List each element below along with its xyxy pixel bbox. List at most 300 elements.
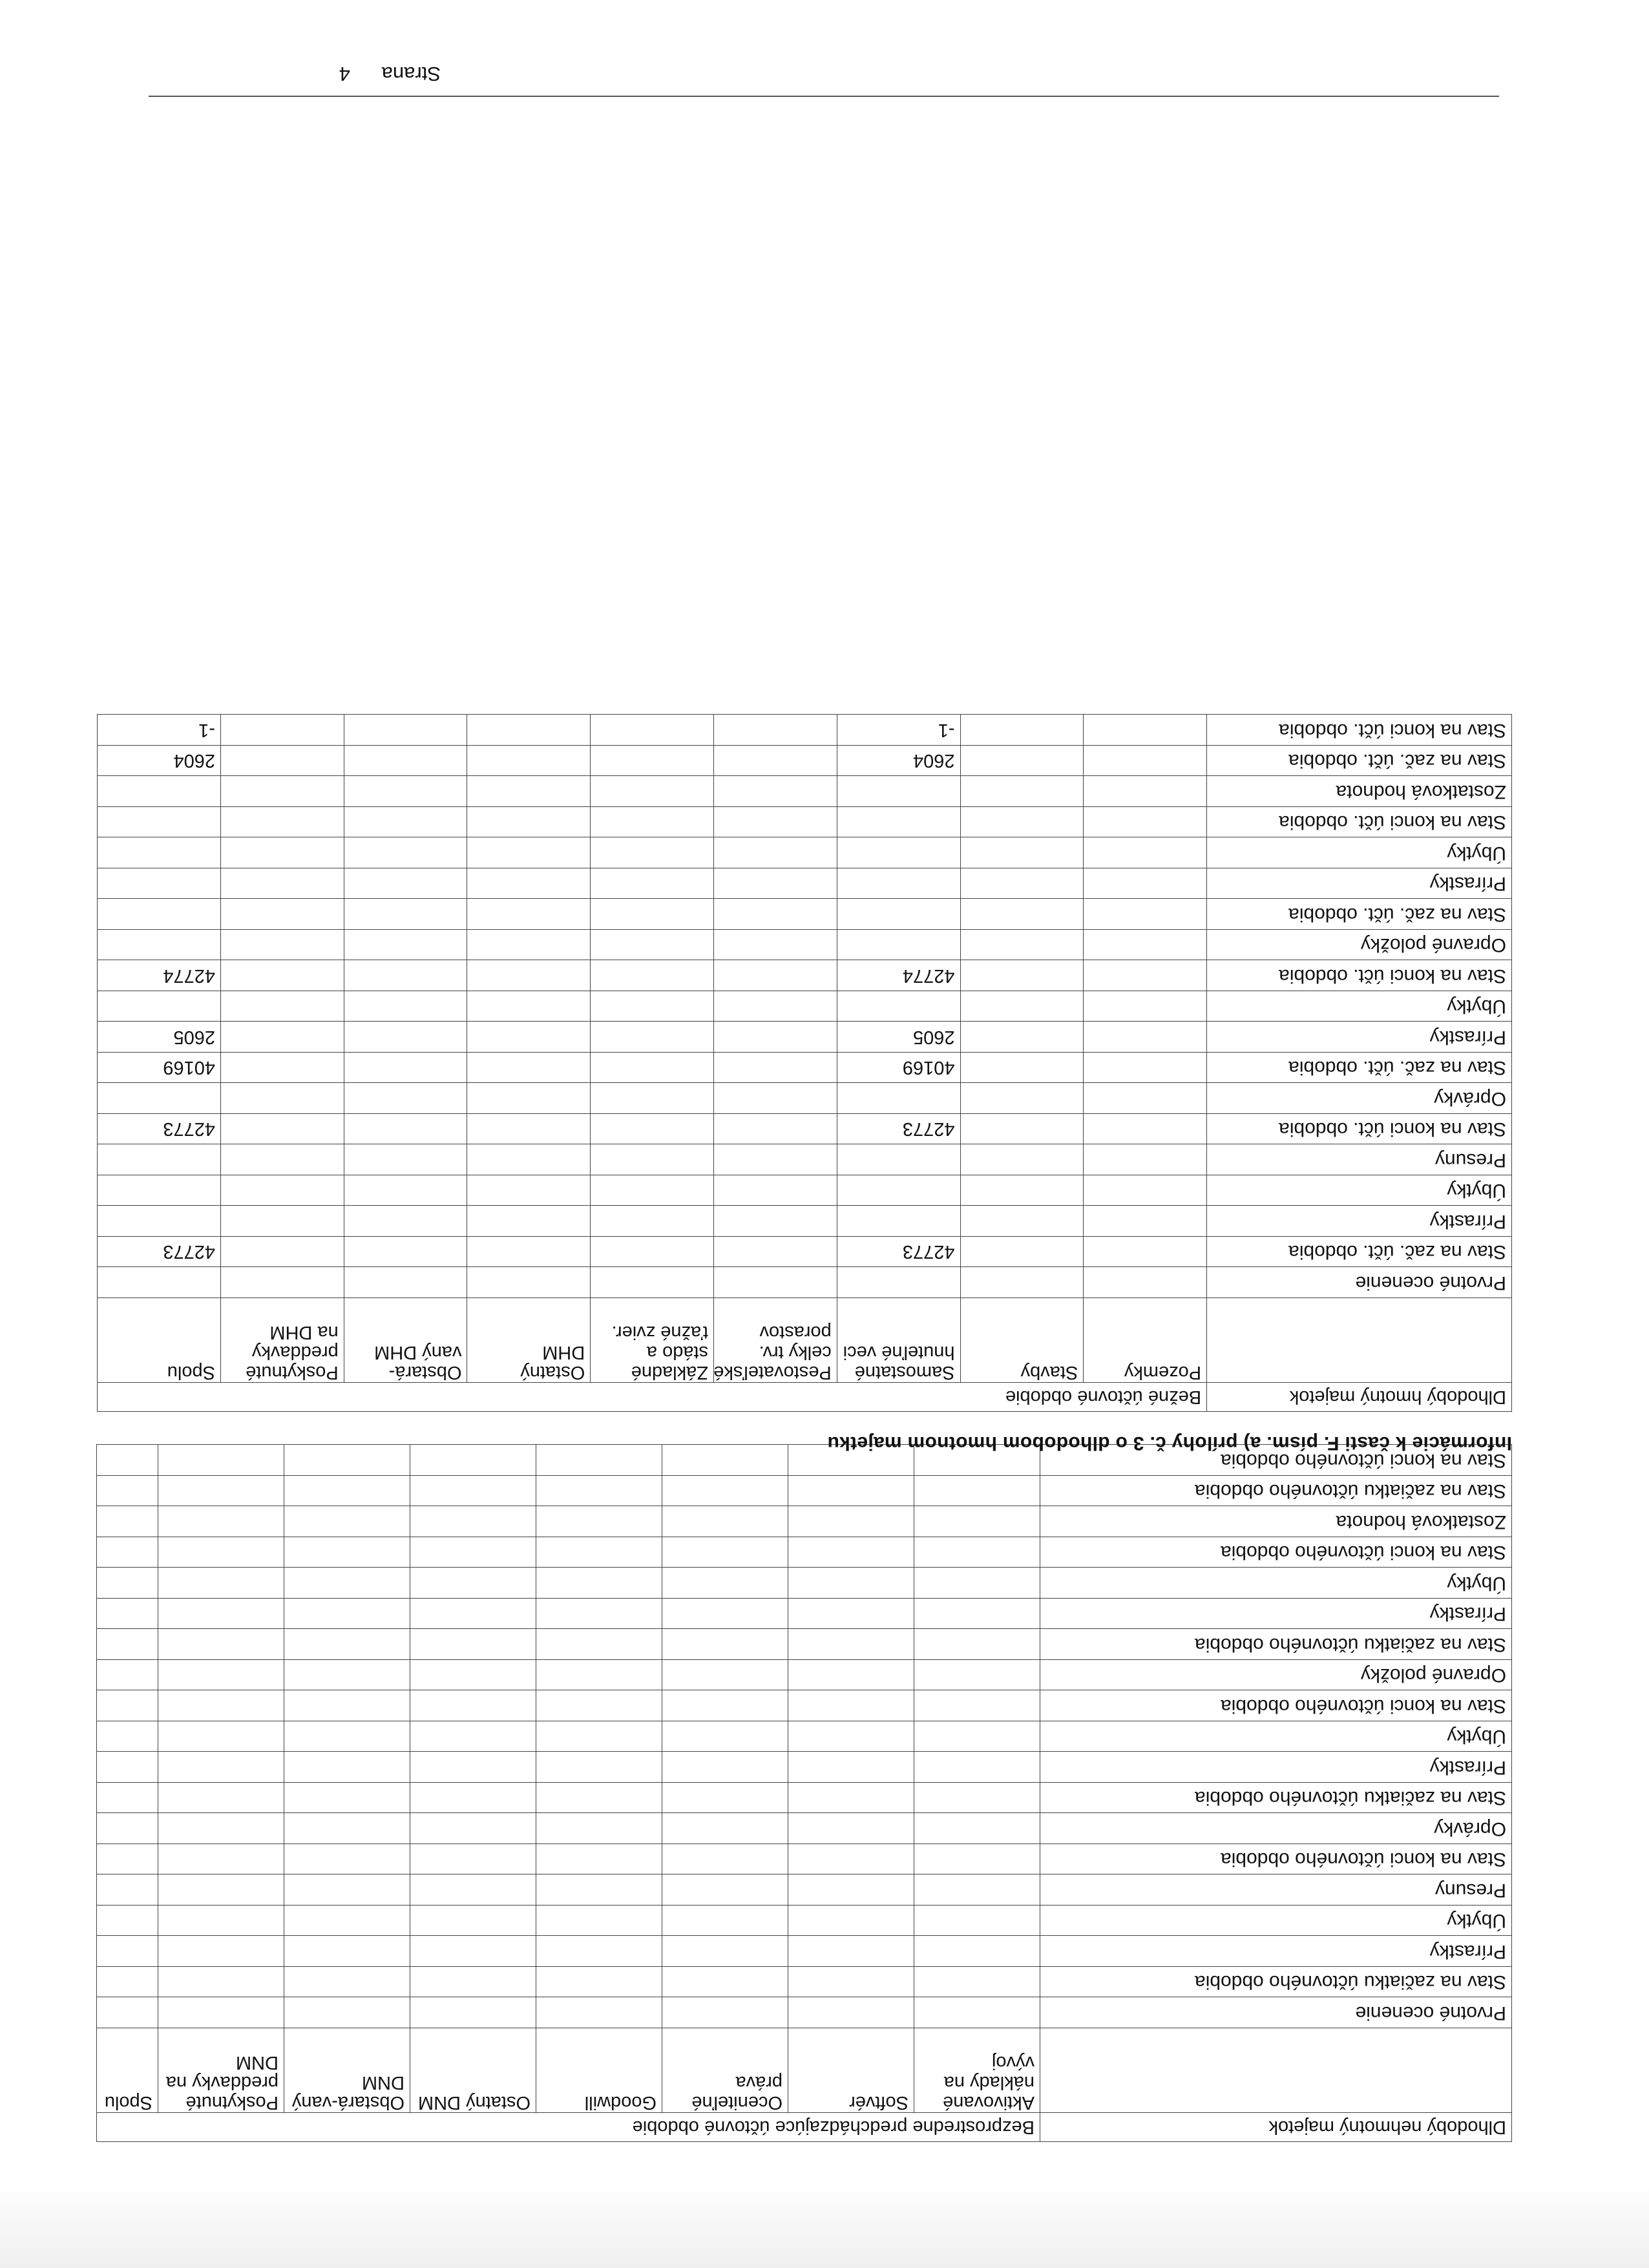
table-row [98, 1053, 1512, 1084]
table-cell [158, 1967, 284, 1998]
table-cell [410, 1690, 536, 1721]
table-cell [1084, 715, 1207, 746]
table-cell [410, 1783, 536, 1814]
row-label: Stav na konci účt. obdobia [1207, 807, 1512, 838]
table-row [98, 807, 1512, 838]
row-label: Úbytky [1207, 1175, 1512, 1206]
table-cell [914, 1844, 1040, 1875]
table-cell [960, 715, 1084, 746]
table-cell [158, 1690, 284, 1721]
table-cell [837, 1175, 960, 1206]
table-cell [591, 991, 714, 1022]
table-row [98, 1022, 1512, 1053]
table-cell [788, 1783, 914, 1814]
table-cell [344, 991, 467, 1022]
table-cell [220, 899, 344, 930]
table-cell: 42774 [98, 960, 221, 991]
table-cell: 42773 [98, 1237, 221, 1268]
table-cell [536, 1813, 662, 1844]
table-cell [96, 1813, 158, 1844]
tangible-assets-table [97, 715, 1512, 1412]
table-cell [284, 1506, 410, 1537]
table-cell [467, 868, 591, 899]
table-cell [1084, 1267, 1207, 1298]
table-cell [662, 1721, 788, 1752]
table-cell [788, 1721, 914, 1752]
table-row [96, 1783, 1511, 1814]
table-cell [158, 1568, 284, 1599]
tangible-column-header: Základné stádo a ťažné zvier. [591, 1298, 714, 1383]
table-cell [714, 1083, 837, 1114]
table-cell [96, 1660, 158, 1691]
table-cell [1084, 960, 1207, 991]
table-cell [536, 1629, 662, 1660]
table-cell [536, 1906, 662, 1937]
table-cell [220, 807, 344, 838]
table-cell [284, 1783, 410, 1814]
table-cell [284, 1445, 410, 1476]
table-cell [914, 1967, 1040, 1998]
intangible-column-header: Obstará-vaný DNM [284, 2028, 410, 2113]
table-cell [344, 1022, 467, 1053]
table-cell [714, 868, 837, 899]
table-cell [344, 837, 467, 868]
tangible-column-header: Ostatný DHM [467, 1298, 591, 1383]
table-row [98, 899, 1512, 930]
table-cell: 40169 [98, 1053, 221, 1084]
table-cell [788, 1936, 914, 1967]
table-cell [158, 1936, 284, 1967]
table-row [96, 1690, 1511, 1721]
row-label: Presuny [1040, 1874, 1512, 1906]
intangible-column-header: Softvér [788, 2028, 914, 2113]
table-row [96, 1599, 1511, 1630]
table-cell [467, 1053, 591, 1084]
table-row [96, 1813, 1511, 1844]
table-cell [960, 1175, 1084, 1206]
table-cell [837, 899, 960, 930]
table-cell [1084, 776, 1207, 807]
table-cell [914, 1568, 1040, 1599]
table-row [98, 1206, 1512, 1237]
row-label: Stav na konci účtovného obdobia [1040, 1445, 1512, 1476]
table-cell [1084, 1144, 1207, 1175]
table-cell [714, 837, 837, 868]
table-cell [837, 807, 960, 838]
table-cell [410, 1906, 536, 1937]
table-cell [158, 1844, 284, 1875]
table-cell [662, 1967, 788, 1998]
row-label: Stav na konci účt. obdobia [1207, 960, 1512, 991]
tangible-period: Bežné účtovné obdobie [98, 1383, 1207, 1412]
table-cell [284, 1629, 410, 1660]
row-label: Prvotné ocenenie [1207, 1267, 1512, 1298]
row-label: Stav na začiatku účtovného obdobia [1040, 1783, 1512, 1814]
table-cell [344, 930, 467, 961]
table-cell [914, 1721, 1040, 1752]
table-cell [344, 746, 467, 777]
table-cell [914, 1936, 1040, 1967]
table-cell [410, 1660, 536, 1691]
table-cell [837, 868, 960, 899]
row-label: Stav na zač. účt. obdobia [1207, 899, 1512, 930]
footer-rule [149, 96, 1499, 97]
table-cell [714, 1144, 837, 1175]
table-cell [284, 1874, 410, 1906]
table-cell [662, 1690, 788, 1721]
table-cell [960, 746, 1084, 777]
table-cell [662, 1844, 788, 1875]
table-cell [284, 1690, 410, 1721]
table-cell: -1 [837, 715, 960, 746]
table-cell [98, 1267, 221, 1298]
table-cell [714, 960, 837, 991]
row-label: Stav na zač. účt. obdobia [1207, 1237, 1512, 1268]
table-cell [788, 1997, 914, 2028]
table-cell [410, 1874, 536, 1906]
tangible-column-header: Stavby [960, 1298, 1084, 1383]
table-cell [914, 1629, 1040, 1660]
table-cell [536, 1936, 662, 1967]
table-cell [220, 1022, 344, 1053]
table-cell [960, 837, 1084, 868]
table-cell [220, 1083, 344, 1114]
table-cell [591, 960, 714, 991]
table-cell [220, 1267, 344, 1298]
table-cell [96, 1568, 158, 1599]
table-cell [1084, 1114, 1207, 1145]
table-cell [914, 1906, 1040, 1937]
table-cell [536, 1721, 662, 1752]
table-row [96, 1967, 1511, 1998]
table-row [98, 776, 1512, 807]
table-cell [220, 746, 344, 777]
table-cell [662, 1537, 788, 1568]
table-row [98, 991, 1512, 1022]
table-cell [284, 1476, 410, 1507]
table-cell [914, 1660, 1040, 1691]
table-cell [96, 1599, 158, 1630]
table-cell [914, 1752, 1040, 1783]
row-label: Opravné položky [1040, 1660, 1512, 1691]
table-cell [536, 1752, 662, 1783]
table-cell [591, 1206, 714, 1237]
table-cell [536, 1568, 662, 1599]
table-cell [467, 899, 591, 930]
table-cell: 42773 [98, 1114, 221, 1145]
table-cell [960, 868, 1084, 899]
row-label: Stav na konci účt. obdobia [1207, 1114, 1512, 1145]
table-cell [284, 1967, 410, 1998]
intangible-column-header: Aktivované náklady na vývoj [914, 2028, 1040, 2113]
table-cell [662, 1906, 788, 1937]
intangible-period: Bezprostredne predchádzajúce účtovné obdobie [96, 2113, 1040, 2142]
table-cell [714, 1175, 837, 1206]
table-cell [837, 1144, 960, 1175]
table-cell [536, 1599, 662, 1630]
table-cell [714, 746, 837, 777]
table-row [96, 1906, 1511, 1937]
table-cell [220, 868, 344, 899]
table-row [98, 960, 1512, 991]
table-cell [591, 776, 714, 807]
table-cell [344, 715, 467, 746]
row-label: Stav na konci účt. obdobia [1207, 715, 1512, 746]
table-cell [96, 1997, 158, 2028]
scan-edge-shadow [0, 2184, 1649, 2268]
table-row [96, 1874, 1511, 1906]
table-cell [788, 1690, 914, 1721]
footer-page-number: 4 [339, 63, 351, 85]
footer-label: Strana [381, 63, 441, 85]
row-label: Presuny [1207, 1144, 1512, 1175]
table-row [98, 930, 1512, 961]
table-cell [536, 1537, 662, 1568]
table-cell [98, 899, 221, 930]
table-cell [410, 1752, 536, 1783]
row-label: Prírastky [1040, 1599, 1512, 1630]
table-cell [788, 1599, 914, 1630]
tangible-column-header: Pestovateľské celky trv. porastov [714, 1298, 837, 1383]
table-cell [96, 1752, 158, 1783]
table-cell [714, 991, 837, 1022]
table-cell [591, 1053, 714, 1084]
table-cell [591, 1144, 714, 1175]
table-cell [410, 1721, 536, 1752]
table-cell [591, 1022, 714, 1053]
table-cell: 40169 [837, 1053, 960, 1084]
table-cell [284, 1844, 410, 1875]
table-cell [467, 1237, 591, 1268]
table-row [96, 1568, 1511, 1599]
table-cell: 2605 [98, 1022, 221, 1053]
row-label: Úbytky [1207, 837, 1512, 868]
table-cell [96, 1629, 158, 1660]
table-cell [284, 1721, 410, 1752]
table-cell [788, 1506, 914, 1537]
table-cell [1084, 1083, 1207, 1114]
table-cell [158, 1537, 284, 1568]
table-cell [96, 1874, 158, 1906]
table-cell [591, 837, 714, 868]
tangible-caption: Dlhodobý hmotný majetok [1207, 1383, 1512, 1412]
table-cell [467, 746, 591, 777]
table-cell [410, 1936, 536, 1967]
table-cell [98, 837, 221, 868]
table-cell [220, 991, 344, 1022]
table-cell: 2604 [837, 746, 960, 777]
table-cell [714, 1237, 837, 1268]
table-cell [158, 1506, 284, 1537]
table-cell [591, 1083, 714, 1114]
table-cell [788, 1874, 914, 1906]
table-cell [788, 1568, 914, 1599]
table-cell [410, 1537, 536, 1568]
table-row [98, 1083, 1512, 1114]
table-cell [662, 1599, 788, 1630]
table-cell [536, 1783, 662, 1814]
table-cell [220, 960, 344, 991]
table-cell [960, 1237, 1084, 1268]
table-row [98, 715, 1512, 746]
row-label: Úbytky [1040, 1568, 1512, 1599]
table-cell [591, 1175, 714, 1206]
table-cell [788, 1537, 914, 1568]
row-label: Stav na konci účtovného obdobia [1040, 1537, 1512, 1568]
table-cell [158, 1721, 284, 1752]
table-cell [96, 1445, 158, 1476]
table-cell [714, 1053, 837, 1084]
table-cell [714, 1206, 837, 1237]
table-cell [98, 991, 221, 1022]
table-cell [662, 1506, 788, 1537]
table-cell [591, 1114, 714, 1145]
table-cell [158, 1813, 284, 1844]
table-cell [536, 1660, 662, 1691]
table-cell [220, 1114, 344, 1145]
table-cell [344, 1114, 467, 1145]
intangible-column-header: Goodwill [536, 2028, 662, 2113]
table-cell [220, 776, 344, 807]
table-cell [788, 1752, 914, 1783]
table-row [98, 1267, 1512, 1298]
tangible-column-header: Spolu [98, 1298, 221, 1383]
row-label: Stav na konci účtovného obdobia [1040, 1844, 1512, 1875]
row-label: Prírastky [1040, 1752, 1512, 1783]
row-label: Oprávky [1040, 1813, 1512, 1844]
table-cell [410, 1568, 536, 1599]
row-label: Úbytky [1207, 991, 1512, 1022]
table-cell [837, 837, 960, 868]
table-cell [220, 1053, 344, 1084]
table-cell [1084, 1053, 1207, 1084]
table-cell [467, 1114, 591, 1145]
table-cell [344, 1206, 467, 1237]
table-cell [914, 1506, 1040, 1537]
table-cell [714, 1022, 837, 1053]
table-cell [344, 899, 467, 930]
table-row [98, 1237, 1512, 1268]
table-cell [98, 807, 221, 838]
table-cell [960, 1267, 1084, 1298]
table-cell [467, 807, 591, 838]
table-cell [410, 1599, 536, 1630]
intangible-column-header: Poskytnuté preddavky na DNM [158, 2028, 284, 2113]
table-cell [467, 1206, 591, 1237]
table-cell [467, 960, 591, 991]
table-cell [158, 1629, 284, 1660]
row-label: Stav na zač. účt. obdobia [1207, 746, 1512, 777]
row-label: Prírastky [1207, 1206, 1512, 1237]
table-row [96, 1506, 1511, 1537]
table-cell [410, 1506, 536, 1537]
table-cell [914, 1997, 1040, 2028]
table-cell [284, 1660, 410, 1691]
table-cell [591, 868, 714, 899]
table-cell [591, 746, 714, 777]
table-row [96, 1660, 1511, 1691]
intangible-header-blank [1040, 2028, 1512, 2113]
table-cell [284, 1997, 410, 2028]
table-cell [410, 1629, 536, 1660]
table-cell [714, 899, 837, 930]
tangible-column-header: Obstará-vaný DHM [344, 1298, 467, 1383]
table-cell [960, 1022, 1084, 1053]
tangible-column-header: Samostatné hnuteľné veci [837, 1298, 960, 1383]
table-cell [837, 991, 960, 1022]
table-cell [837, 930, 960, 961]
table-cell [1084, 899, 1207, 930]
table-cell [220, 930, 344, 961]
table-cell [284, 1599, 410, 1630]
table-cell [96, 1844, 158, 1875]
table-cell [914, 1813, 1040, 1844]
table-row [98, 837, 1512, 868]
table-cell [914, 1690, 1040, 1721]
table-cell [467, 1267, 591, 1298]
table-cell [98, 930, 221, 961]
table-cell [1084, 868, 1207, 899]
table-cell [914, 1874, 1040, 1906]
table-cell [788, 1813, 914, 1844]
table-cell [467, 1144, 591, 1175]
table-cell [96, 1537, 158, 1568]
table-cell [960, 807, 1084, 838]
table-cell [837, 1083, 960, 1114]
table-cell [158, 1874, 284, 1906]
table-cell [1084, 1022, 1207, 1053]
table-cell [914, 1599, 1040, 1630]
table-cell [96, 1690, 158, 1721]
table-cell [662, 1874, 788, 1906]
table-cell [960, 899, 1084, 930]
table-cell [960, 960, 1084, 991]
table-cell [158, 1599, 284, 1630]
table-cell [220, 1237, 344, 1268]
table-cell [410, 1813, 536, 1844]
table-cell [1084, 930, 1207, 961]
table-row [96, 1997, 1511, 2028]
table-cell [536, 1445, 662, 1476]
table-cell [837, 776, 960, 807]
table-row [96, 1476, 1511, 1507]
intangible-column-header: Spolu [96, 2028, 158, 2113]
table-cell [714, 1267, 837, 1298]
table-cell [467, 991, 591, 1022]
table-cell [96, 1506, 158, 1537]
table-cell [1084, 807, 1207, 838]
table-cell [344, 1175, 467, 1206]
table-row [98, 746, 1512, 777]
table-cell [914, 1783, 1040, 1814]
table-cell [467, 776, 591, 807]
table-row [96, 1936, 1511, 1967]
table-cell [344, 776, 467, 807]
table-cell [914, 1537, 1040, 1568]
table-cell [96, 1476, 158, 1507]
table-cell [410, 1445, 536, 1476]
table-cell [96, 1967, 158, 1998]
table-cell [914, 1476, 1040, 1507]
table-cell [98, 1206, 221, 1237]
table-cell [536, 1506, 662, 1537]
table-cell [344, 1267, 467, 1298]
table-cell [410, 1844, 536, 1875]
table-cell [837, 1206, 960, 1237]
table-cell [220, 1144, 344, 1175]
table-cell [960, 991, 1084, 1022]
table-cell [467, 837, 591, 868]
